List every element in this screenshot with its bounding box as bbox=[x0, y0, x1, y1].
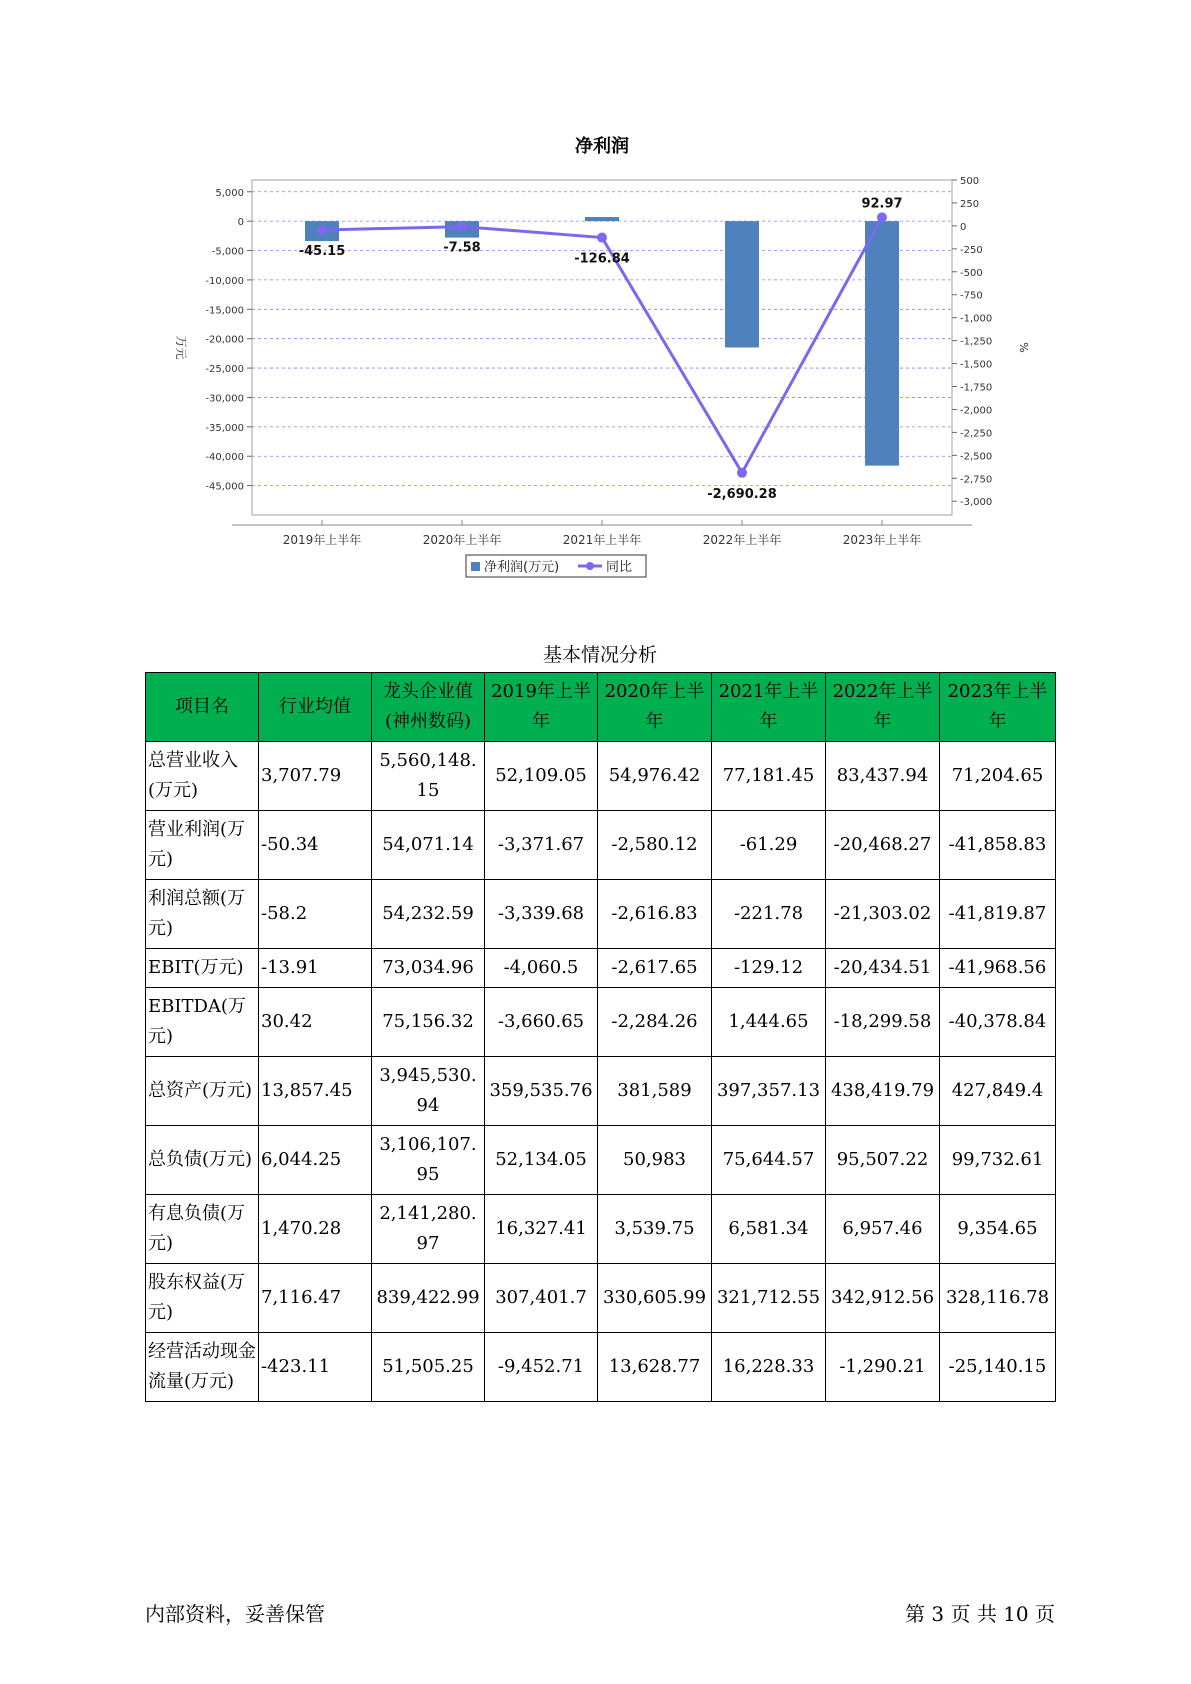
right-tick-label: -500 bbox=[960, 267, 983, 279]
left-tick-label: -15,000 bbox=[205, 305, 244, 317]
table-row bbox=[146, 949, 1056, 988]
table-cell: 75,644.57 bbox=[712, 1126, 826, 1195]
table-cell: -40,378.84 bbox=[940, 988, 1056, 1057]
table-cell: 321,712.55 bbox=[712, 1264, 826, 1333]
chart-title: 净利润 bbox=[575, 136, 629, 157]
column-header: 2021年上半年 bbox=[712, 673, 826, 742]
table-cell: 1,470.28 bbox=[259, 1195, 372, 1264]
table-cell: 307,401.7 bbox=[485, 1264, 598, 1333]
table-cell: -41,858.83 bbox=[940, 811, 1056, 880]
x-tick-label: 2022年上半年 bbox=[702, 533, 782, 547]
table-cell: 7,116.47 bbox=[259, 1264, 372, 1333]
footer-page-number: 第 3 页 共 10 页 bbox=[905, 1602, 1055, 1626]
right-tick-label: 250 bbox=[960, 198, 980, 210]
row-label: 有息负债(万元) bbox=[146, 1195, 259, 1264]
table-cell: -3,660.65 bbox=[485, 988, 598, 1057]
table-body bbox=[146, 742, 1056, 1402]
right-tick-label: 0 bbox=[960, 221, 967, 233]
right-tick-label: -1,750 bbox=[960, 382, 993, 394]
row-label: 总营业收入(万元) bbox=[146, 742, 259, 811]
left-axis-label: 万元 bbox=[174, 335, 188, 360]
table-cell: -41,819.87 bbox=[940, 880, 1056, 949]
table-cell: 397,357.13 bbox=[712, 1057, 826, 1126]
yoy-data-label: -45.15 bbox=[298, 244, 346, 260]
table-row bbox=[146, 988, 1056, 1057]
table-cell: -13.91 bbox=[259, 949, 372, 988]
table-cell: 52,109.05 bbox=[485, 742, 598, 811]
column-header: 项目名 bbox=[146, 673, 259, 742]
table-cell: 30.42 bbox=[259, 988, 372, 1057]
table-cell: 13,857.45 bbox=[259, 1057, 372, 1126]
table-cell: 1,444.65 bbox=[712, 988, 826, 1057]
chart-axes bbox=[232, 180, 972, 525]
bar-2023年上半年 bbox=[865, 221, 899, 465]
footer-confidential: 内部资料，妥善保管 bbox=[145, 1602, 325, 1626]
table-cell: 73,034.96 bbox=[372, 949, 485, 988]
table-cell: 3,707.79 bbox=[259, 742, 372, 811]
table-cell: 54,071.14 bbox=[372, 811, 485, 880]
table-cell: 3,945,530.94 bbox=[372, 1057, 485, 1126]
left-tick-label: -45,000 bbox=[205, 481, 244, 493]
column-header: 行业均值 bbox=[259, 673, 372, 742]
table-cell: 3,539.75 bbox=[598, 1195, 712, 1264]
left-tick-label: -35,000 bbox=[205, 422, 244, 434]
right-tick-label: -2,250 bbox=[960, 428, 993, 440]
legend-bar-swatch bbox=[471, 562, 480, 571]
table-cell: -50.34 bbox=[259, 811, 372, 880]
table-row bbox=[146, 1264, 1056, 1333]
table-cell: -41,968.56 bbox=[940, 949, 1056, 988]
left-tick-label: -25,000 bbox=[205, 364, 244, 376]
row-label: 总负债(万元) bbox=[146, 1126, 259, 1195]
right-tick-label: -1,000 bbox=[960, 313, 993, 325]
table-cell: 438,419.79 bbox=[826, 1057, 940, 1126]
table-cell: -18,299.58 bbox=[826, 988, 940, 1057]
left-tick-label: 0 bbox=[237, 217, 244, 229]
legend-item-yoy: 同比 bbox=[606, 560, 633, 575]
table-cell: -9,452.71 bbox=[485, 1333, 598, 1402]
table-row bbox=[146, 1333, 1056, 1402]
table-cell: 9,354.65 bbox=[940, 1195, 1056, 1264]
x-tick-label: 2019年上半年 bbox=[282, 533, 362, 547]
right-tick-label: -2,750 bbox=[960, 474, 993, 486]
row-label: 营业利润(万元) bbox=[146, 811, 259, 880]
table-cell: -20,468.27 bbox=[826, 811, 940, 880]
x-tick-label: 2021年上半年 bbox=[562, 533, 642, 547]
table-cell: -21,303.02 bbox=[826, 880, 940, 949]
table-cell: 5,560,148.15 bbox=[372, 742, 485, 811]
left-tick-label: -30,000 bbox=[205, 393, 244, 405]
table-cell: 16,327.41 bbox=[485, 1195, 598, 1264]
bar-2021年上半年 bbox=[585, 217, 619, 221]
bar-2022年上半年 bbox=[725, 221, 759, 347]
table-cell: 83,437.94 bbox=[826, 742, 940, 811]
yoy-point bbox=[877, 212, 887, 222]
table-cell: 77,181.45 bbox=[712, 742, 826, 811]
table-cell: -221.78 bbox=[712, 880, 826, 949]
table-cell: 839,422.99 bbox=[372, 1264, 485, 1333]
table-cell: 95,507.22 bbox=[826, 1126, 940, 1195]
x-tick-label: 2020年上半年 bbox=[422, 533, 502, 547]
x-tick-label: 2023年上半年 bbox=[842, 533, 922, 547]
table-cell: 54,976.42 bbox=[598, 742, 712, 811]
legend-item-net-profit: 净利润(万元) bbox=[484, 560, 560, 575]
table-cell: 3,106,107.95 bbox=[372, 1126, 485, 1195]
right-tick-label: 500 bbox=[960, 176, 980, 187]
row-label: 总资产(万元) bbox=[146, 1057, 259, 1126]
table-cell: -2,580.12 bbox=[598, 811, 712, 880]
table-cell: -2,617.65 bbox=[598, 949, 712, 988]
table-cell: 99,732.61 bbox=[940, 1126, 1056, 1195]
table-cell: 342,912.56 bbox=[826, 1264, 940, 1333]
yoy-data-label: -7.58 bbox=[443, 240, 481, 256]
chart-tick-labels bbox=[174, 176, 1030, 547]
yoy-point bbox=[737, 468, 747, 478]
table-cell: 6,957.46 bbox=[826, 1195, 940, 1264]
right-tick-label: -3,000 bbox=[960, 497, 993, 509]
table-row bbox=[146, 1057, 1056, 1126]
right-tick-label: -2,000 bbox=[960, 405, 993, 417]
table-cell: 6,044.25 bbox=[259, 1126, 372, 1195]
right-tick-label: -2,500 bbox=[960, 451, 993, 463]
table-cell: 75,156.32 bbox=[372, 988, 485, 1057]
yoy-point bbox=[457, 222, 467, 232]
table-row bbox=[146, 811, 1056, 880]
right-axis-label: % bbox=[1017, 342, 1030, 353]
table-cell: 51,505.25 bbox=[372, 1333, 485, 1402]
table-cell: 427,849.4 bbox=[940, 1057, 1056, 1126]
column-header: 2023年上半年 bbox=[940, 673, 1056, 742]
row-label: 股东权益(万元) bbox=[146, 1264, 259, 1333]
table-cell: -2,284.26 bbox=[598, 988, 712, 1057]
row-label: 经营活动现金流量(万元) bbox=[146, 1333, 259, 1402]
left-tick-label: -5,000 bbox=[211, 246, 244, 258]
table-cell: -61.29 bbox=[712, 811, 826, 880]
row-label: 利润总额(万元) bbox=[146, 880, 259, 949]
table-cell: -2,616.83 bbox=[598, 880, 712, 949]
table-cell: 71,204.65 bbox=[940, 742, 1056, 811]
table-cell: 54,232.59 bbox=[372, 880, 485, 949]
yoy-data-label: -2,690.28 bbox=[707, 486, 777, 502]
table-cell: 359,535.76 bbox=[485, 1057, 598, 1126]
yoy-point bbox=[317, 225, 327, 235]
left-tick-label: 5,000 bbox=[215, 187, 244, 199]
yoy-data-label: 92.97 bbox=[861, 196, 903, 212]
table-cell: -25,140.15 bbox=[940, 1333, 1056, 1402]
table-cell: 13,628.77 bbox=[598, 1333, 712, 1402]
row-label: EBIT(万元) bbox=[146, 949, 259, 988]
table-cell: -423.11 bbox=[259, 1333, 372, 1402]
table-cell: -20,434.51 bbox=[826, 949, 940, 988]
table-cell: 16,228.33 bbox=[712, 1333, 826, 1402]
table-row bbox=[146, 1126, 1056, 1195]
table-row bbox=[146, 880, 1056, 949]
table-cell: 381,589 bbox=[598, 1057, 712, 1126]
left-tick-label: -10,000 bbox=[205, 275, 244, 287]
table-cell: -4,060.5 bbox=[485, 949, 598, 988]
row-label: EBITDA(万元) bbox=[146, 988, 259, 1057]
table-cell: 50,983 bbox=[598, 1126, 712, 1195]
yoy-data-label: -126.84 bbox=[574, 251, 630, 267]
table-cell: 52,134.05 bbox=[485, 1126, 598, 1195]
right-tick-label: -1,250 bbox=[960, 336, 993, 348]
table-cell: 6,581.34 bbox=[712, 1195, 826, 1264]
net-profit-chart bbox=[160, 130, 1060, 590]
table-cell: -129.12 bbox=[712, 949, 826, 988]
table-cell: -58.2 bbox=[259, 880, 372, 949]
table-cell: -3,371.67 bbox=[485, 811, 598, 880]
table-caption: 基本情况分析 bbox=[542, 644, 657, 666]
table-cell: -3,339.68 bbox=[485, 880, 598, 949]
chart-legend bbox=[466, 555, 646, 577]
basic-analysis-table bbox=[145, 672, 1056, 1402]
table-cell: -1,290.21 bbox=[826, 1333, 940, 1402]
left-tick-label: -20,000 bbox=[205, 334, 244, 346]
right-tick-label: -250 bbox=[960, 244, 983, 256]
table-cell: 2,141,280.97 bbox=[372, 1195, 485, 1264]
yoy-point bbox=[597, 233, 607, 243]
column-header: 2019年上半年 bbox=[485, 673, 598, 742]
right-tick-label: -750 bbox=[960, 290, 983, 302]
table-row bbox=[146, 1195, 1056, 1264]
right-tick-label: -1,500 bbox=[960, 359, 993, 371]
column-header: 2020年上半年 bbox=[598, 673, 712, 742]
left-tick-label: -40,000 bbox=[205, 452, 244, 464]
column-header: 龙头企业值(神州数码) bbox=[372, 673, 485, 742]
table-header-row bbox=[146, 673, 1056, 742]
legend-line-marker bbox=[586, 562, 594, 570]
table-cell: 328,116.78 bbox=[940, 1264, 1056, 1333]
table-row bbox=[146, 742, 1056, 811]
table-cell: 330,605.99 bbox=[598, 1264, 712, 1333]
column-header: 2022年上半年 bbox=[826, 673, 940, 742]
